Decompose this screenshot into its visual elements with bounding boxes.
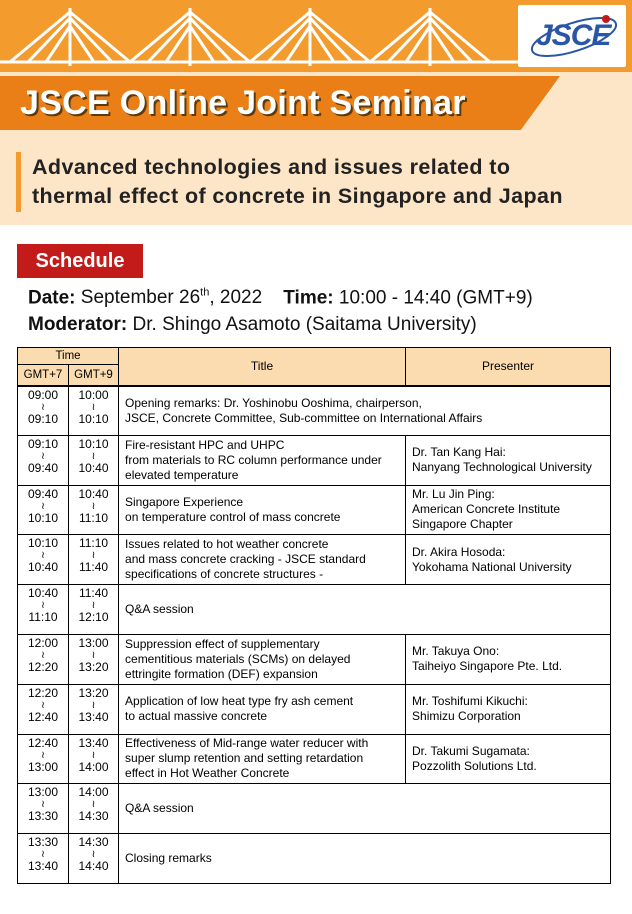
talk-title-line: on temperature control of mass concrete	[125, 509, 341, 524]
talk-title-line: Application of low heat type fry ash cement	[125, 694, 354, 709]
range-tilde: ≀	[91, 749, 96, 761]
logo-text: JSCE	[536, 19, 611, 52]
presenter-line: Mr. Lu Jin Ping:	[412, 487, 495, 502]
date-time-line	[28, 287, 533, 309]
table-row	[18, 734, 611, 784]
table-row	[18, 435, 611, 485]
start-time: 11:10	[78, 536, 109, 551]
time-gmt7-cell	[18, 585, 69, 635]
time-gmt9-cell	[69, 784, 119, 834]
range-tilde: ≀	[91, 550, 96, 562]
talk-title-line: Suppression effect of supplementary	[125, 636, 320, 651]
range-tilde: ≀	[41, 649, 45, 661]
time-label: Time:	[283, 287, 334, 309]
start-time: 09:00	[27, 387, 59, 402]
time-gmt9-cell	[69, 386, 119, 436]
start-time: 10:40	[78, 486, 109, 501]
time-gmt9-cell	[69, 585, 119, 635]
talk-title-cell	[119, 784, 611, 834]
start-time: 10:00	[78, 387, 109, 402]
presenter-line: Singapore Chapter	[412, 517, 513, 532]
time-gmt9-cell	[69, 834, 119, 884]
talk-title-line: Effectiveness of Mid-range water reducer with	[125, 736, 369, 751]
start-time: 10:40	[27, 586, 59, 601]
range-tilde: ≀	[41, 401, 45, 413]
time-gmt9-cell	[69, 435, 119, 485]
header-gmt7: GMT+7	[18, 365, 69, 386]
presenter-line: Shimizu Corporation	[412, 709, 521, 724]
start-time: 13:40	[78, 735, 109, 750]
table-row	[18, 585, 611, 635]
time-gmt7-cell	[18, 386, 69, 436]
end-time: 12:40	[27, 709, 59, 724]
header-gmt9: GMT+9	[69, 365, 119, 386]
start-time: 09:40	[27, 486, 59, 501]
time-gmt7-cell	[18, 535, 69, 585]
talk-title-cell	[119, 435, 406, 485]
schedule-badge: Schedule	[17, 244, 143, 278]
end-time: 10:40	[78, 460, 109, 475]
time-gmt9-cell	[69, 734, 119, 784]
range-tilde: ≀	[41, 450, 45, 462]
talk-title-line: effect in Hot Weather Concrete	[125, 766, 290, 781]
range-tilde: ≀	[91, 600, 96, 612]
talk-title-line: Fire-resistant HPC and UHPC	[125, 437, 285, 452]
header-presenter: Presenter	[406, 348, 611, 386]
time-gmt9-cell	[69, 535, 119, 585]
talk-title-line: Closing remarks	[125, 851, 212, 866]
talk-title-line: JSCE, Concrete Committee, Sub-committee on International Affairs	[125, 410, 483, 425]
end-time: 13:20	[78, 659, 109, 674]
subtitle-accent	[16, 152, 21, 212]
header-title: Title	[119, 348, 406, 386]
start-time: 12:20	[27, 685, 59, 700]
subtitle	[32, 153, 622, 211]
range-tilde: ≀	[91, 649, 96, 661]
talk-title-line: Q&A session	[125, 801, 194, 816]
moderator-value: Dr. Shingo Asamoto (Saitama University)	[132, 314, 477, 335]
table-row	[18, 535, 611, 585]
range-tilde: ≀	[91, 500, 96, 512]
talk-title-line: Q&A session	[125, 602, 194, 617]
table-row	[18, 386, 611, 436]
presenter-line: Dr. Takumi Sugamata:	[412, 743, 530, 758]
time-gmt9-cell	[69, 485, 119, 535]
presenter-line: Yokohama National University	[412, 559, 572, 574]
end-time: 13:30	[27, 809, 59, 824]
end-time: 11:40	[78, 560, 109, 575]
range-tilde: ≀	[91, 699, 96, 711]
talk-title-line: cementitious materials (SCMs) on delayed	[125, 651, 351, 666]
talk-title-cell	[119, 734, 406, 784]
end-time: 13:40	[78, 709, 109, 724]
schedule-rows	[18, 386, 611, 884]
presenter-cell	[406, 535, 611, 585]
talk-title-cell	[119, 585, 611, 635]
time-gmt9-cell	[69, 684, 119, 734]
start-time: 09:10	[27, 436, 59, 451]
end-time: 10:40	[27, 560, 59, 575]
range-tilde: ≀	[91, 799, 96, 811]
talk-title-line: Issues related to hot weather concrete	[125, 537, 329, 552]
start-time: 13:00	[78, 635, 109, 650]
end-time: 14:40	[78, 859, 109, 874]
table-row	[18, 684, 611, 734]
start-time: 10:10	[27, 536, 59, 551]
end-time: 09:40	[27, 460, 59, 475]
table-row	[18, 834, 611, 884]
range-tilde: ≀	[41, 799, 45, 811]
start-time: 10:10	[78, 436, 109, 451]
presenter-line: Nanyang Technological University	[412, 460, 592, 475]
presenter-line: Dr. Tan Kang Hai:	[412, 445, 506, 460]
end-time: 11:10	[28, 610, 58, 625]
header-time: Time	[18, 348, 119, 365]
jsce-logo	[518, 5, 626, 67]
start-time: 12:00	[27, 635, 59, 650]
table-row	[18, 784, 611, 834]
presenter-cell	[406, 435, 611, 485]
time-gmt7-cell	[18, 734, 69, 784]
range-tilde: ≀	[41, 550, 45, 562]
time-gmt7-cell	[18, 485, 69, 535]
presenter-line: Taiheiyo Singapore Pte. Ltd.	[412, 659, 563, 674]
end-time: 12:10	[78, 610, 109, 625]
date-value: September 26th, 2022	[80, 287, 263, 309]
talk-title-cell	[119, 684, 406, 734]
range-tilde: ≀	[41, 500, 45, 512]
end-time: 14:00	[78, 759, 109, 774]
moderator-line	[28, 314, 477, 336]
start-time: 13:30	[27, 835, 59, 850]
header-banner	[0, 0, 632, 225]
presenter-cell	[406, 485, 611, 535]
start-time: 14:00	[78, 785, 109, 800]
time-gmt7-cell	[18, 784, 69, 834]
presenter-cell	[406, 634, 611, 684]
time-gmt7-cell	[18, 684, 69, 734]
date-label: Date:	[28, 287, 76, 309]
range-tilde: ≀	[91, 401, 96, 413]
presenter-line: American Concrete Institute	[412, 502, 561, 517]
start-time: 12:40	[27, 735, 59, 750]
talk-title-line: super slump retention and setting retardation	[125, 751, 364, 766]
subtitle-line-2: thermal effect of concrete in Singapore and Japan	[32, 184, 563, 208]
start-time: 11:40	[78, 586, 109, 601]
time-gmt7-cell	[18, 634, 69, 684]
talk-title-cell	[119, 485, 406, 535]
talk-title-line: Opening remarks: Dr. Yoshinobu Ooshima, chairperson,	[125, 395, 422, 410]
presenter-cell	[406, 684, 611, 734]
presenter-line: Pozzolith Solutions Ltd.	[412, 758, 537, 773]
time-gmt7-cell	[18, 435, 69, 485]
range-tilde: ≀	[91, 450, 96, 462]
end-time: 10:10	[27, 510, 59, 525]
bridge-illustration-icon	[0, 0, 520, 72]
moderator-label: Moderator:	[28, 314, 128, 335]
talk-title-cell	[119, 386, 611, 436]
end-time: 10:10	[78, 411, 109, 426]
talk-title-line: to actual massive concrete	[125, 709, 268, 724]
talk-title-line: from materials to RC column performance under	[125, 452, 382, 467]
talk-title-cell	[119, 834, 611, 884]
end-time: 09:10	[27, 411, 59, 426]
talk-title-cell	[119, 535, 406, 585]
time-gmt9-cell	[69, 634, 119, 684]
range-tilde: ≀	[41, 849, 45, 861]
presenter-cell	[406, 734, 611, 784]
banner-bridge-strip	[0, 0, 632, 72]
range-tilde: ≀	[41, 749, 45, 761]
talk-title-line: Singapore Experience	[125, 494, 244, 509]
end-time: 11:10	[78, 510, 109, 525]
table-row	[18, 634, 611, 684]
talk-title-cell	[119, 634, 406, 684]
talk-title-line: specifications of concrete structures -	[125, 567, 324, 582]
presenter-line: Mr. Toshifumi Kikuchi:	[412, 694, 528, 709]
schedule-table	[17, 347, 611, 884]
time-value: 10:00 - 14:40 (GMT+9)	[338, 287, 533, 309]
presenter-line: Mr. Takuya Ono:	[412, 644, 500, 659]
presenter-line: Dr. Akira Hosoda:	[412, 544, 506, 559]
range-tilde: ≀	[41, 600, 45, 612]
start-time: 14:30	[78, 835, 109, 850]
page-title: JSCE Online Joint Seminar	[20, 84, 466, 122]
time-gmt7-cell	[18, 834, 69, 884]
start-time: 13:20	[78, 685, 109, 700]
talk-title-line: ettringite formation (DEF) expansion	[125, 666, 318, 681]
end-time: 14:30	[78, 809, 109, 824]
end-time: 12:20	[27, 659, 59, 674]
end-time: 13:00	[27, 759, 59, 774]
talk-title-line: and mass concrete cracking - JSCE standard	[125, 552, 366, 567]
subtitle-line-1: Advanced technologies and issues related to	[32, 155, 511, 179]
table-row	[18, 485, 611, 535]
start-time: 13:00	[27, 785, 59, 800]
end-time: 13:40	[27, 859, 59, 874]
talk-title-line: elevated temperature	[125, 467, 239, 482]
range-tilde: ≀	[91, 849, 96, 861]
range-tilde: ≀	[41, 699, 45, 711]
